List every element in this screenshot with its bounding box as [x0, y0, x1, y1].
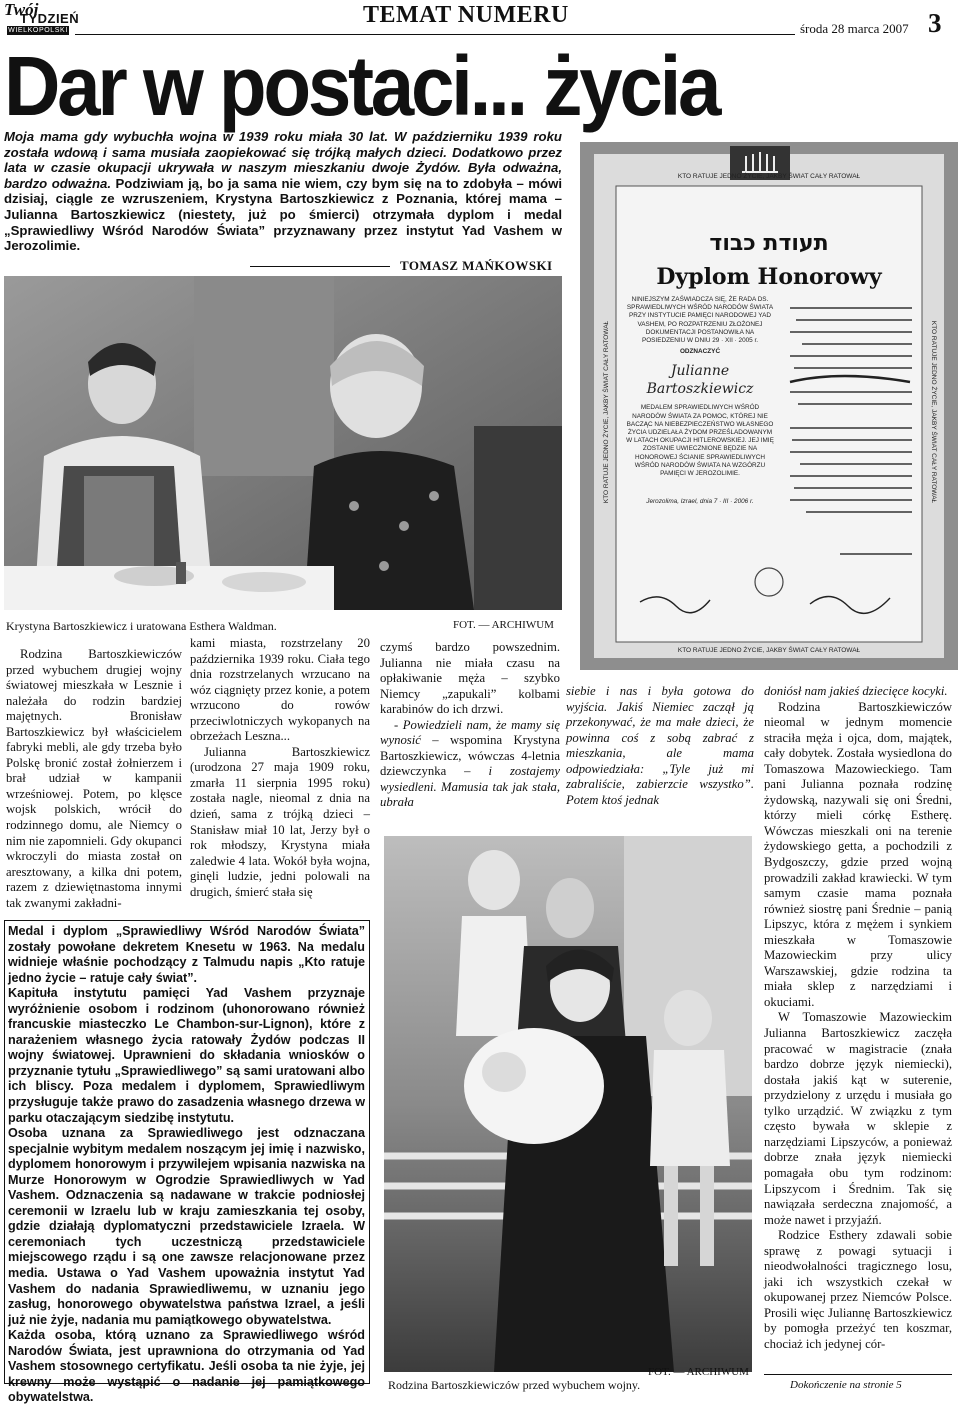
diploma-body-top: NINIEJSZYM ZAŚWIADCZA SIĘ, ŻE RADA DS. SPRAWIEDLIWYCH WŚRÓD NARODÓW ŚWIATA PRZY INSTYTUCIE PAMIĘCI NARODOWEJ YAD VASHEM, PO ROZPATRZENIU ZŁOŻONEJ DOKUMENTACJI POSTANOWIŁA NA POSIEDZENIU W DNIU 29 · XII · 2005 r.	[626, 296, 774, 345]
sidebar-box	[4, 920, 370, 1405]
lead-italic: Moja mama gdy wybuchła wojna w 1939 roku miała 30 lat. W październiku 1939 roku została wdową i sama musiała zaopiekować się trójką małych dzieci. Dodatkowo przez lata w czasie okupacji ukrywała w naszym mieszkaniu dwoje Żydów. Była odważna, bardzo odważna.	[4, 129, 562, 191]
column-5-para-4: Rodzice Esthery zdawali sobie sprawę z powagi sytuacji i nieodwołalności tragicznego losu, jaki ich wszystkich czekał w okupowanej przez Niemców Polsce. Prosili więc Juliannę Bartoszkiewicz by pomogła przeżyć ten koszmar, chociaż ich jedynej cór-	[764, 1228, 952, 1351]
diploma-body-mid: ODZNACZYĆ	[679, 348, 721, 356]
logo-line-1: Twój	[4, 0, 39, 19]
article-column-3	[380, 640, 560, 811]
photo-family-caption: Rodzina Bartoszkiewiczów przed wybuchem wojny.	[388, 1378, 641, 1392]
sidebar-para-1: Medal i dyplom „Sprawiedliwy Wśród Narodów Świata” zostały powołane dekretem Knesetu w 1963. Na medalu widnieje właśnie pochodzący z Talmudu napis „Kto ratuje jedno życie – ratuje cały świat”.	[8, 924, 365, 985]
headline: Dar w postaci... życia	[4, 39, 719, 133]
column-3-para-1: czymś bardzo powszednim. Julianna nie miała czasu na opłakiwanie męża – szybko Niemcy „zapukali” kolbami karabinów do ich drzwi.	[380, 640, 560, 717]
newspaper-logo	[4, 0, 80, 36]
header-rule	[75, 34, 795, 35]
article-column-2	[190, 636, 370, 900]
column-2-para-2: Julianna Bartoszkiewicz (urodzona 27 maja 1909 roku, zmarła 11 sierpnia 1995 roku) została nagle, nieomal z dnia na dzień, sama z trójką dzieci – Stanisław miał 10 lat, Jerzy był o rok młodszy, Krystyna miała zaledwie 4 lata. Wokół była wojna, ginęli ludzie, jedni polowali na drugich, śmierć stała się	[190, 744, 370, 899]
byline-rule	[250, 266, 390, 267]
sidebar-para-2: Kapituła instytutu pamięci Yad Vashem przyznaje wyróżnienie osobom i rodzinom (uhonorowano również francuskie miasteczko Le Chambon-sur-Lignon), które z narażeniem własnego życia ratowały Żydów podczas II wojny światowej. Uprawnieni do składania wniosków o przyznanie tytułu „Sprawiedliwego” są sami uratowani albo ich bliscy. Poza medalem i dyplomem, Sprawiedliwym przysługuje także prawo do zasadzenia własnego drzewa w parku otaczającym siedzibę instytutu.	[8, 986, 365, 1125]
column-5-para-2: Rodzina Bartoszkiewiczów nieomal w jednym momencie straciła męża i ojca, dom, majątek, cały dobytek. Została wysiedlona do Tomaszowa Mazowieckiego. Tam pani Julianna poznała rodzinę żydowską, nazywali się oni Średni, którzy mieli córkę Estherę. Wówczas mieszkali oni na terenie żydowskiego getta, a pochodzili z Bydgoszczy, gdzie przed wojną prowadzili zakład krawiecki. W tym samym czasie mama poznała również siostrę pani Średnie – panią Lipszyc, która z mężem i synkiem mieszkała w Tomaszowie Mazowieckim przy ulicy Warszawskiej, gdzie rodzina ta miała sklep z narzędziami i okuciami.	[764, 699, 952, 1009]
diploma-body-bottom: MEDALEM SPRAWIEDLIWYCH WŚRÓD NARODÓW ŚWIATA ZA POMOC, KTÓREJ NIE BACZĄC NA NIEBEZPIECZEŃSTWO WŁASNEGO ŻYCIA UDZIELAŁA ŻYDOM PRZEŚLADOWANYM W LATACH OKUPACJI HITLEROWSKIEJ. JEJ IMIĘ ZOSTANIE UWIECZNIONE BĘDZIE NA HONOROWEJ ŚCIANIE SPRAWIEDLIWYCH WŚRÓD NARODÓW ŚWIATA NA WZGÓRZU PAMIĘCI W JEROZOLIMIE.	[626, 404, 774, 478]
article-column-1	[6, 647, 182, 911]
byline: TOMASZ MAŃKOWSKI	[400, 258, 553, 273]
sidebar-para-3: Osoba uznana za Sprawiedliwego jest odznaczana specjalnie wybitym medalem noszącym jej imię i nazwisko, dyplomem honorowym i przywilejem wpisania nazwiska na Murze Honorowym w Ogrodzie Sprawiedliwych w Yad Vashem. Odznaczenia są nadawane w trakcie podniosłej ceremonii w Izraelu lub w kraju zamieszkania tej osoby, gdzie działają dyplomatyczni przedstawiciele Izraela. W ceremoniach tych uczestniczą przedstawiciele miejscowego rządu i są one zawsze relacjonowane przez media. Ustawa o Yad Vashem upoważnia instytut Yad Vashem do nadania Sprawiedliwemu, w uznaniu jego zasług, honorowego obywatelstwa państwa Izrael, a jeśli już nie żyje, nadania mu pamiątkowego obywatelstwa.	[8, 1126, 365, 1327]
article-column-4	[566, 684, 754, 808]
diploma-image	[580, 142, 958, 670]
lead-regular: Podziwiam ją, bo ja sama nie wiem, czy bym się na to zdobyła – mówi dzisiaj, ciągle ze wzruszeniem, Krystyna Bartoszkiewicz z Poznania, której mama – Julianna Bartoszkiewicz (niestety, już po śmierci) otrzymała dyplom i medal „Sprawiedliwy Wśród Narodów Świata” przyznawany przez instytut Yad Vashem w Jerozolimie.	[4, 175, 562, 254]
diploma-border-left: KTO RATUJE JEDNO ŻYCIE, JAKBY ŚWIAT CAŁY RATOWAŁ	[603, 320, 610, 504]
column-5-para-1: doniósł nam jakieś dziecięce kocyki.	[764, 684, 948, 698]
photo-two-women-caption: Krystyna Bartoszkiewicz i uratowana Esthera Waldman.	[6, 619, 277, 633]
diploma-title: Dyplom Honorowy	[656, 264, 882, 290]
photo-family	[384, 836, 752, 1372]
diploma-title-hebrew: תעודת כבוד	[709, 231, 829, 256]
diploma-graphic	[580, 142, 958, 670]
section-title: TEMAT NUMERU	[363, 2, 569, 28]
diploma-place-date: Jerozolima, Izrael, dnia 7 · III · 2006 r.	[646, 498, 754, 506]
diploma-border-top: KTO RATUJE JEDNO ŻYCIE, JAKBY ŚWIAT CAŁY RATOWAŁ	[677, 173, 861, 180]
photo-two-women-credit: FOT. — ARCHIWUM	[453, 619, 554, 631]
photo-two-women-image	[4, 276, 562, 610]
logo-line-3: WIELKOPOLSKI	[8, 27, 68, 34]
column-1-text: Rodzina Bartoszkiewiczów przed wybuchem drugiej wojny światowej mieszkała w Lesznie i należała do rodzin bardziej majętnych. Bronisław Bartoszkiewicz był właścicielem fabryki mebli, ale gdy trzeba było Polskę bronić został żołnierzem i brał udział w kampanii wrześniowej. Potem, po klęsce wojsk polskich, wrócił do rodzinnego domu, ale Niemcy o nim nie zapomnieli. Gdy okupanci wkroczyli do miasta został on aresztowany, a kilka dni potem, razem z dziewiętnastoma innymi tak zwanymi zakładni-	[6, 647, 182, 910]
photo-two-women	[4, 276, 562, 610]
continued-on-page: Dokończenie na stronie 5	[790, 1379, 902, 1391]
article-column-5	[764, 684, 952, 1353]
page-number: 3	[928, 8, 942, 38]
diploma-border-bottom: KTO RATUJE JEDNO ŻYCIE, JAKBY ŚWIAT CAŁY RATOWAŁ	[677, 647, 861, 654]
issue-date: środa 28 marca 2007	[800, 21, 909, 36]
lead-paragraph	[4, 129, 562, 254]
logo-line-2: TYDZIEŃ	[20, 11, 80, 26]
diploma-border-right: KTO RATUJE JEDNO ŻYCIE, JAKBY ŚWIAT CAŁY RATOWAŁ	[930, 320, 937, 504]
photo-family-image	[384, 836, 752, 1372]
column-2-para-1: kami miasta, rozstrzelany 20 października 1939 roku. Ciała tego dnia rozstrzelanych wrzucano na wóz ciągnięty przez konie, a potem wrzucono do rowów przeciwlotniczych wykopanych na obrzeżach Leszna...	[190, 636, 370, 744]
column-4-text: siebie i nas i była gotowa do wyjścia. Jakiś Niemiec zaczął ją przekonywać, że ma małe dzieci, że powinna coś z sobą zabrać z mieszkania, ale mama odpowiedziała: „Tyle już mi zabraliście, zabierzcie wszystko”. Potem ktoś jednak	[566, 684, 754, 807]
diploma-recipient: Julianne Bartoszkiewicz	[646, 363, 754, 398]
continuation-rule	[764, 1374, 952, 1375]
quote-part-2: i zostajemy wysiedleni. Mamusia tak jak stała, ubrała	[380, 764, 560, 810]
column-3-para-2	[380, 718, 560, 811]
quote-part-1: - Powiedzieli nam, że mamy się wynosić	[380, 717, 560, 748]
sidebar-para-4: Każda osoba, którą uznano za Sprawiedliwego wśród Narodów Świata, jest uprawniona do otrzymania od Yad Vashem stosownego certyfikatu. Jeśli osoba ta nie żyje, jej krewny może wystąpić o nadanie jej pamiątkowego obywatelstwa.	[8, 1328, 365, 1405]
column-5-para-3: W Tomaszowie Mazowieckim Julianna Bartoszkiewicz zaczęła pracować w magistracie (znała bardzo dobrze język niemiecki), dostała jakiś kąt w suterenie, przydzielony z urzędu i musiała go tylko urządzić. W związku z tym często bywała w sklepie z narzędziami Lipszyców, a ponieważ dobrze znała język niemiecki pomagała obu tym rodzinom: Lipszycom i Średnim. Tak się nawiązała serdeczna znajomość, a może nawet i przyjaźń.	[764, 1010, 952, 1227]
quote-attribution: – wspomina Krystyna Bartoszkiewicz, wówczas 4-letnia dziewczynka –	[380, 733, 560, 779]
photo-family-credit: FOT. — ARCHIWUM	[648, 1366, 749, 1378]
